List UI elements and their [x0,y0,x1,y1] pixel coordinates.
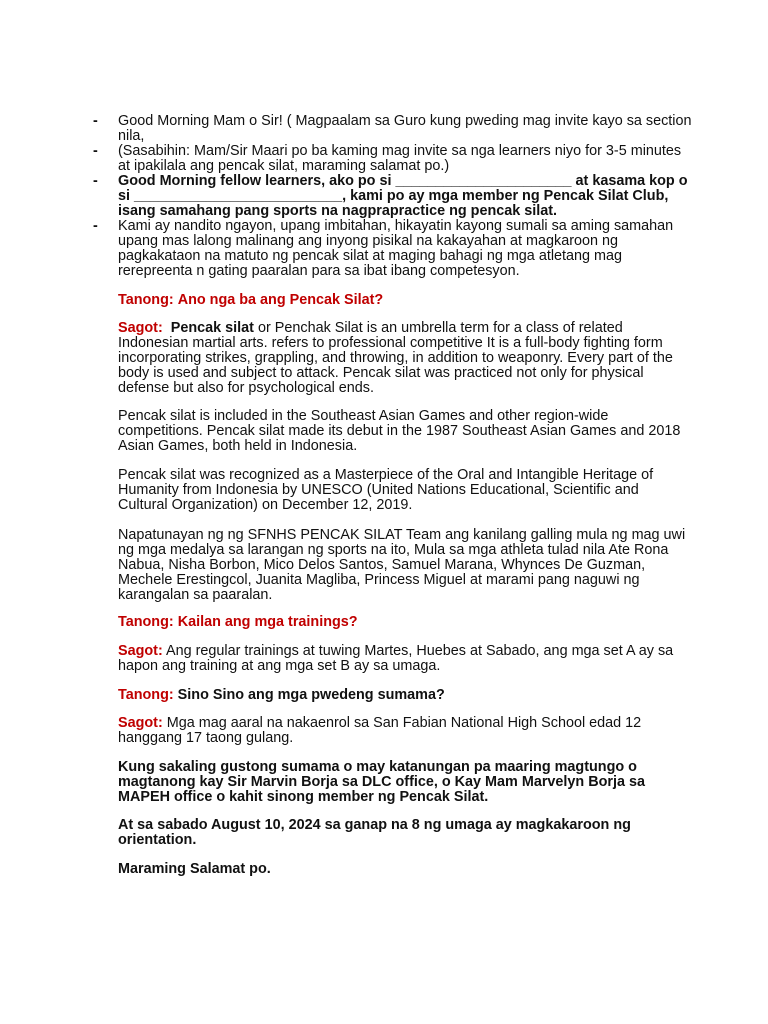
bullet-greeting-learners [93,174,693,219]
bullet-marker: - [93,143,98,159]
intro-bullet-list [93,114,693,279]
question-label: Tanong: [118,687,174,703]
answer-term: Pencak silat [170,320,254,336]
question-text: Sino Sino ang mga pwedeng sumama? [173,687,445,703]
question-label: Tanong: [118,614,174,630]
question-label: Tanong: [118,292,174,308]
answer-text: Mga mag aaral na nakaenrol sa San Fabian National High School edad 12 hanggang 17 taong gulang. [118,715,642,746]
paragraph-sfnhs-team: Napatunayan ng ng SFNHS PENCAK SILAT Team ang kanilang galling mula ng mag uwi ng mga medalya sa larangan ng sports na ito, Mula sa mga athleta tulad nila Ate Rona Nabua, Nisha Borbon, Mico Delos Santos, Samuel Marana, Whynces De Guzman, Mechele Erestingcol, Juanita Magliba, Princess Miguel at marami pang naguwi ng karangalan sa paaralan. [118,527,686,603]
question-trainings [118,615,688,630]
bullet-greeting-teacher [93,114,693,144]
question-what-is-pencak-silat [118,293,688,308]
paragraph-unesco: Pencak silat was recognized as a Masterpiece of the Oral and Intangible Heritage of Humanity from Indonesia by UNESCO (United Nations Educational, Scientific and Cultural Organization) on December 12, 2019. [118,467,654,513]
answer-label: Sagot: [118,715,163,731]
answer-text: or Penchak Silat is an umbrella term for a class of related Indonesian martial arts. refers to professional competitive It is a full-body fighting form incorporating strikes, grappling, and throwing, in addition to weaponry. Every part of the body is used and subject to attack. Pencak silat was practiced not only for physical defense but also for psychological ends. [118,320,673,396]
bullet-sasabihin [93,144,693,174]
bullet-marker: - [93,218,98,234]
question-text: Kailan ang mga trainings? [177,614,358,630]
bullet-text: Good Morning Mam o Sir! ( Magpaalam sa Guro kung pweding mag invite kayo sa section nila, [118,113,692,144]
question-text: Ano nga ba ang Pencak Silat? [177,292,384,308]
paragraph-orientation: At sa sabado August 10, 2024 sa ganap na 8 ng umaga ay magkakaroon ng orientation. [118,817,631,848]
answer-text: Ang regular trainings at tuwing Martes, Huebes at Sabado, ang mga set A ay sa hapon ang training at ang mga set B ay sa umaga. [118,643,674,674]
answer-label: Sagot: [118,643,163,659]
bullet-text: Good Morning fellow learners, ako po si ______________________ at kasama kop o si __________________________, kami po ay mga member ng Pencak Silat Club, isang samahang pang sports na nagprapractice ng pencak silat. [118,173,688,219]
answer-what-is-pencak-silat [118,321,688,396]
paragraph-sea-games: Pencak silat is included in the Southeast Asian Games and other region-wide competitions. Pencak silat made its debut in the 1987 Southeast Asian Games and 2018 Asian Games, both held in Indonesia. [118,408,681,454]
bullet-marker: - [93,113,98,129]
bullet-text: (Sasabihin: Mam/Sir Maari po ba kaming mag invite sa nga learners niyo for 3-5 minutes at ipakilala ang pencak silat, maraming salamat po.) [118,143,682,174]
answer-label: Sagot: [118,320,163,336]
bullet-invitation [93,219,693,279]
answer-who-can-join [118,716,688,746]
bullet-text: Kami ay nandito ngayon, upang imbitahan, hikayatin kayong sumali sa aming samahan upang mas lalong malinang ang inyong pisikal na kakayahan at magkaroon ng pagkakataon na matuto ng pencak silat at maging bahagi ng mga atletang mag rerepreenta n gating paaralan para sa ibat ibang competesyon. [118,218,674,279]
bullet-marker: - [93,173,98,189]
question-who-can-join [118,688,688,703]
closing-thanks: Maraming Salamat po. [118,861,271,877]
answer-trainings [118,644,688,674]
paragraph-contact: Kung sakaling gustong sumama o may katanungan pa maaring magtungo o magtanong kay Sir Marvin Borja sa DLC office, o Kay Mam Marvelyn Borja sa MAPEH office o kahit sinong member ng Pencak Silat. [118,759,646,805]
